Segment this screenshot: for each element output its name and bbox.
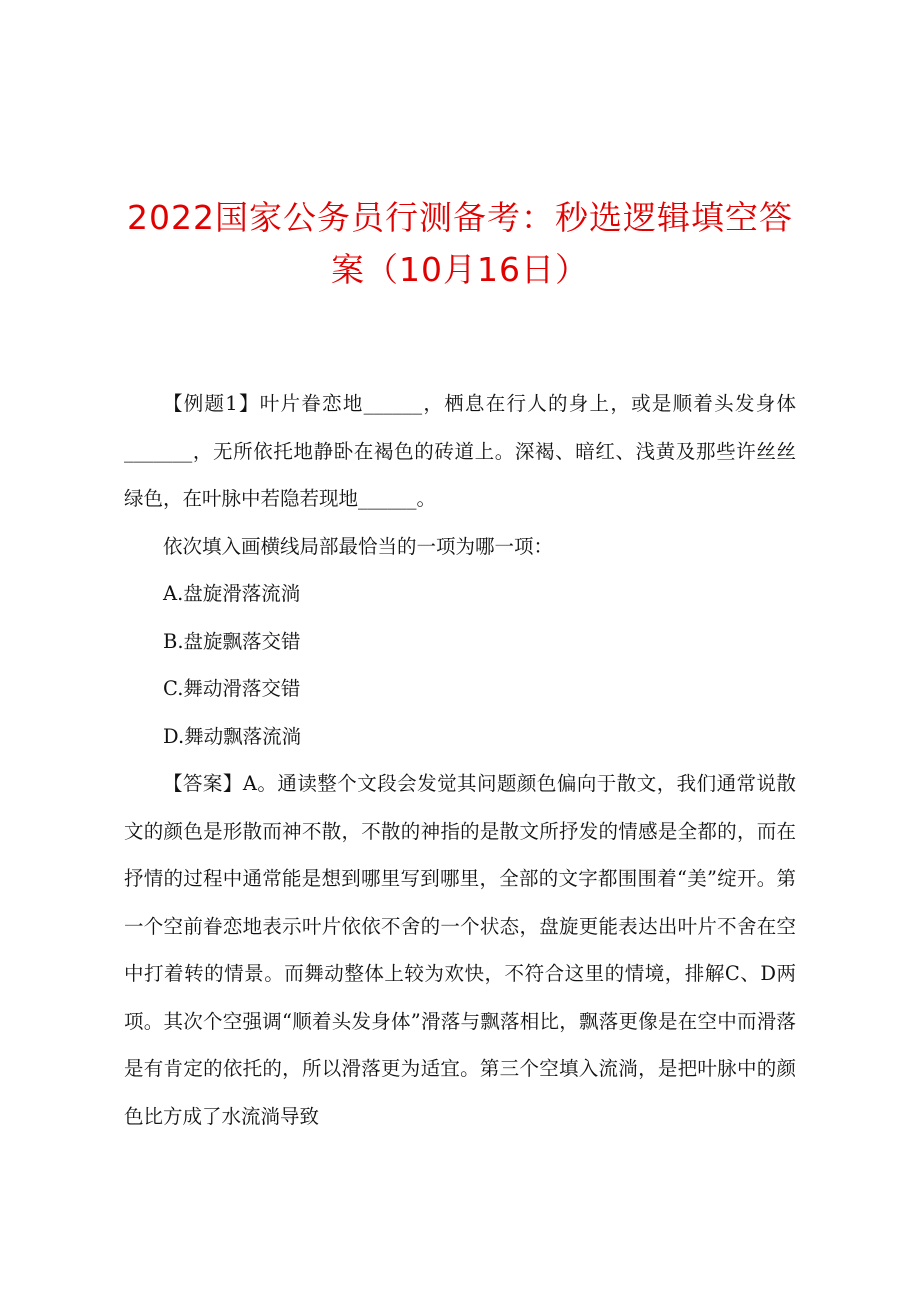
option-a: A.盘旋滑落流淌: [163, 582, 301, 605]
option-d: D.舞动飘落流淌: [163, 724, 302, 748]
option-c: C.舞动滑落交错: [163, 677, 301, 700]
instruction-paragraph: 依次填入画横线局部最恰当的一项为哪一项：: [163, 534, 554, 558]
question-paragraph: 【例题1】叶片眷恋地______，栖息在行人的身上，或是顺着头发身体_______，无所依托地静卧在褐色的砖道上。深褐、暗红、浅黄及那些许丝丝绿色，在叶脉中若隐若现地______。: [124, 392, 796, 510]
answer-paragraph: 【答案】A。通读整个文段会发觉其问题颜色偏向于散文，我们通常说散文的颜色是形散而神不散，不散的神指的是散文所抒发的情感是全都的，而在抒情的过程中通常能是想到哪里写到哪里，全部的文字都围围着“美”绽开。第一个空前眷恋地表示叶片依依不舍的一个状态，盘旋更能表达出叶片不舍在空中打着转的情景。而舞动整体上较为欢快，不符合这里的情境，排解C、D两项。其次个空强调“顺着头发身体”滑落与飘落相比，飘落更像是在空中而滑落是有肯定的依托的，所以滑落更为适宜。第三个空填入流淌，是把叶脉中的颜色比方成了水流淌导致: [124, 772, 796, 1128]
document-title: 2022国家公务员行测备考：秒选逻辑填空答案（10月16日）: [127, 198, 793, 289]
option-b: B.盘旋飘落交错: [163, 629, 301, 653]
document-body: [124, 380, 796, 1140]
